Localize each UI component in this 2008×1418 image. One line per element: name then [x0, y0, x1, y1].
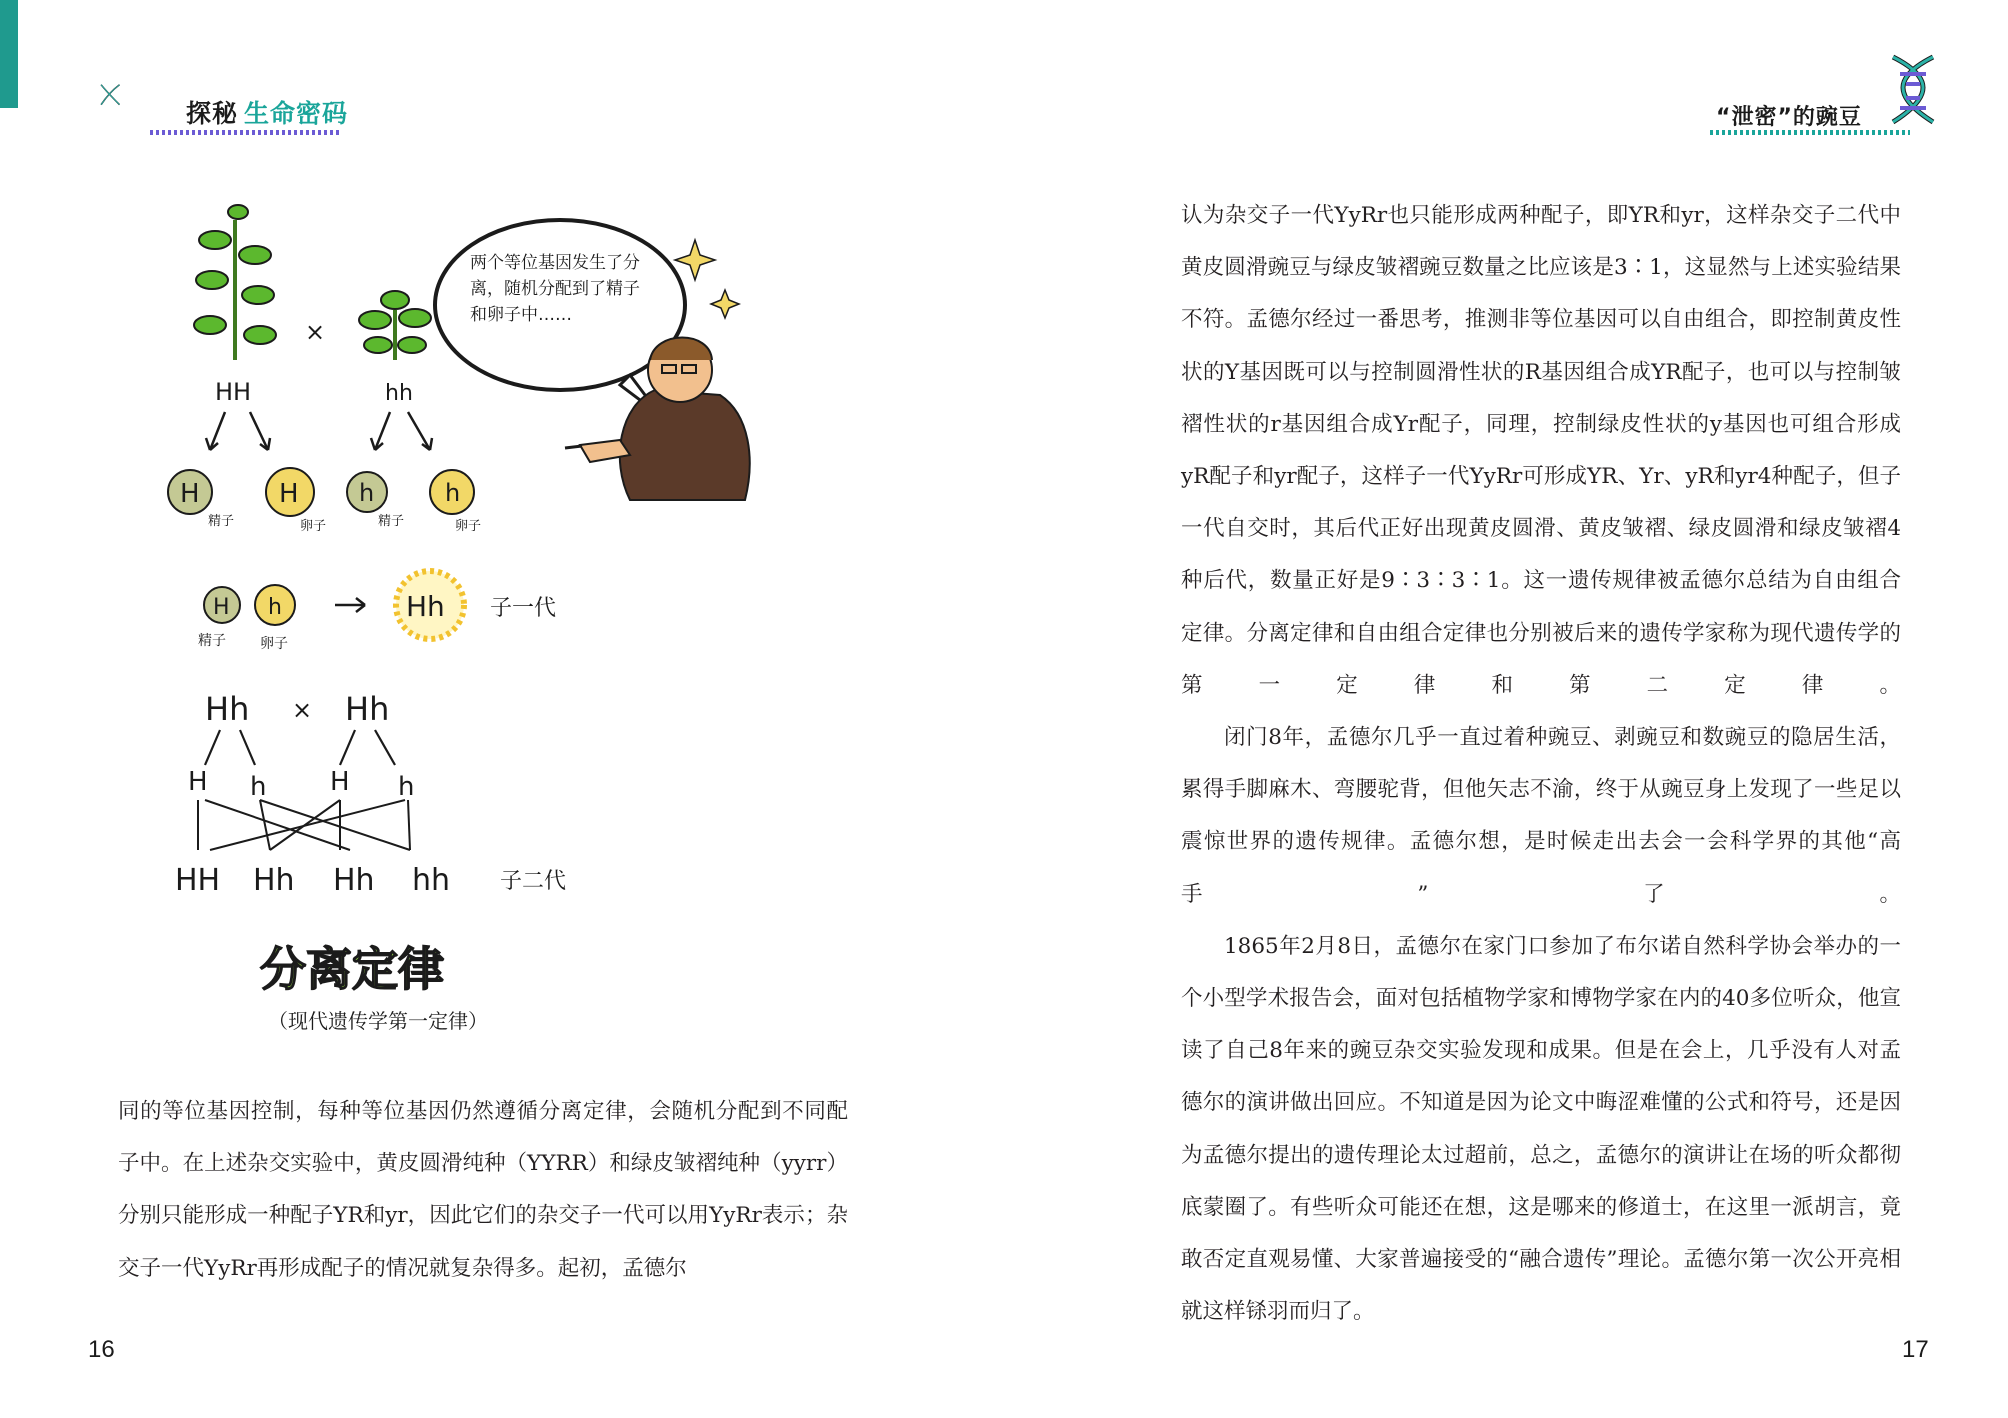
parent2-genotype: hh: [385, 381, 413, 406]
f2-label: 子二代: [500, 869, 567, 894]
fertilizing-sperm-letter: H: [213, 595, 230, 620]
speech-bubble-text-box: [470, 250, 650, 370]
gamete-arrows: [206, 412, 432, 450]
dna-logo-icon: [98, 52, 178, 142]
sperm-h-letter: h: [359, 479, 375, 507]
f1-cross-symbol: ×: [292, 696, 313, 724]
f2-cross-arrows: [198, 800, 410, 850]
sperm-H-letter: H: [180, 479, 200, 509]
f1-gamete-H1: H: [188, 767, 208, 797]
f1-cross-right: Hh: [345, 690, 390, 728]
f1-cross-left: Hh: [205, 690, 250, 728]
short-plant-icon: [359, 291, 431, 360]
left-paragraph: 同的等位基因控制，每种等位基因仍然遵循分离定律，会随机分配到不同配子中。在上述杂交实验中，黄皮圆滑纯种（YYRR）和绿皮皱褶纯种（yyrr）分别只能形成一种配子YR和yr，因此它们的杂交子一代可以用YyRr表示；杂交子一代YyRr再形成配子的情况就复杂得多。起初，孟德尔: [118, 1099, 848, 1281]
fertilized-egg-letter: h: [268, 595, 282, 620]
page-number-right: 17: [1902, 1336, 1929, 1363]
egg-label: 卵子: [300, 519, 327, 534]
f2-genotype-2: Hh: [253, 863, 295, 898]
parent1-genotype: HH: [215, 378, 252, 406]
left-page-body: [118, 1086, 848, 1295]
right-paragraph-1: 认为杂交子一代YyRr也只能形成两种配子，即YR和yr，这样杂交子二代中黄皮圆滑豌豆与绿皮皱褶豌豆数量之比应该是3∶1，这显然与上述实验结果不符。孟德尔经过一番思考，推测非等位基因可以自由组合，即控制黄皮性状的Y基因既可以与控制圆滑性状的R基因组合成YR配子，也可以与控制皱褶性状的r基因组合成Yr配子，同理，控制绿皮性状的y基因也可组合形成yR配子和yr配子，这样子一代YyRr可形成YR、Yr、yR和yr4种配子，但子一代自交时，其后代正好出现黄皮圆滑、黄皮皱褶、绿皮圆滑和绿皮皱褶4种后代，数量正好是9∶3∶3∶1。这一遗传规律被孟德尔总结为自由组合定律。分离定律和自由组合定律也分别被后来的遗传学家称为现代遗传学的第一定律和第二定律。: [1181, 203, 1901, 698]
egg-h-letter: h: [445, 479, 461, 507]
dna-helix-icon: [1878, 52, 1958, 142]
header-underline: [150, 130, 340, 135]
sparkle-icon-2: [711, 290, 739, 318]
header-title-part1: 探秘: [186, 99, 239, 128]
egg-label-2: 卵子: [455, 519, 482, 534]
f1-gamete-arrows: [205, 730, 395, 765]
chapter-title: “泄密”的豌豆: [1716, 105, 1862, 130]
f2-genotype-4: hh: [412, 863, 451, 898]
egg-H-letter: H: [279, 479, 299, 509]
sparkle-icon: [675, 240, 715, 280]
right-paragraph-3: 1865年2月8日，孟德尔在家门口参加了布尔诺自然科学协会举办的一个小型学术报告会，面对包括植物学家和博物学家在内的40多位听众，他宣读了自己8年来的豌豆杂交实验发现和成果。但是在会上，几乎没有人对孟德尔的演讲做出回应。不知道是因为论文中晦涩难懂的公式和符号，还是因为孟德尔提出的遗传理论太过超前，总之，孟德尔的演讲让在场的听众都彻底蒙圈了。有些听众可能还在想，这是哪来的修道士，在这里一派胡言，竟敢否定直观易懂、大家普遍接受的“融合遗传”理论。孟德尔第一次公开亮相就这样铩羽而归了。: [1181, 933, 1901, 1325]
speech-bubble-text: 两个等位基因发生了分离，随机分配到了精子和卵子中……: [470, 253, 640, 325]
corner-tab: [0, 0, 18, 108]
law-title: 分离定律: [260, 942, 444, 996]
fertilizing-sperm-label: 精子: [198, 633, 226, 649]
f1-genotype: Hh: [406, 590, 445, 623]
law-subtitle: （现代遗传学第一定律）: [268, 1009, 488, 1033]
f1-gamete-h2: h: [398, 772, 415, 802]
fertilization-arrow: [335, 598, 365, 612]
f1-gamete-H2: H: [330, 767, 350, 797]
sperm-label-2: 精子: [378, 514, 405, 529]
tall-plant-icon: [194, 205, 276, 360]
f2-genotype-3: Hh: [333, 863, 375, 898]
sperm-label: 精子: [208, 514, 235, 529]
f1-gamete-h1: h: [250, 772, 267, 802]
page-number-left: 16: [88, 1336, 115, 1363]
parent-cross-symbol: ×: [305, 318, 326, 346]
fertilized-egg-label: 卵子: [260, 636, 288, 652]
right-page-body: [1181, 190, 1901, 1338]
segregation-law-illustration: [150, 200, 810, 1060]
f1-label: 子一代: [490, 596, 557, 621]
header-title-part2: 生命密码: [244, 99, 349, 128]
f2-genotype-1: HH: [175, 863, 221, 898]
right-paragraph-2: 闭门8年，孟德尔几乎一直过着种豌豆、剥豌豆和数豌豆的隐居生活，累得手脚麻木、弯腰驼背，但他矢志不渝，终于从豌豆身上发现了一些足以震惊世界的遗传规律。孟德尔想，是时候走出去会一会科学界的其他“高手”了。: [1181, 725, 1901, 907]
